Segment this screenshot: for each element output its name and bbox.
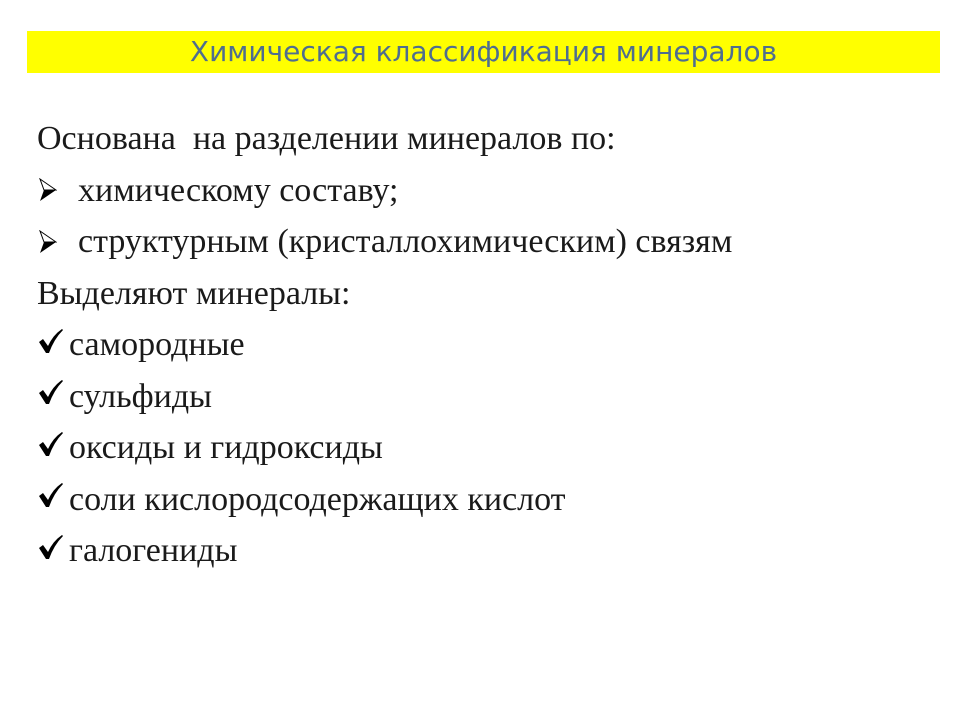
check-item-label: соли кислородсодержащих кислот — [69, 480, 566, 518]
checkmark-icon — [37, 481, 64, 509]
check-list-item — [37, 319, 937, 371]
slide-title: Химическая классификация минералов — [189, 35, 778, 68]
arrow-list-item — [37, 216, 937, 268]
title-bar — [27, 31, 940, 73]
check-item-label: самородные — [69, 326, 245, 363]
check-list-item — [37, 371, 937, 423]
checkmark-icon — [37, 378, 64, 406]
check-item-label: оксиды и гидроксиды — [69, 429, 383, 466]
checkmark-icon — [37, 533, 64, 561]
intro-text: Основана на разделении минералов по: — [37, 120, 616, 157]
subheading-text: Выделяют минералы: — [37, 274, 351, 312]
check-list-item — [37, 422, 937, 474]
intro-line — [37, 113, 937, 165]
slide-body — [37, 113, 937, 577]
check-list-item — [37, 525, 937, 577]
arrow-bullet-icon — [39, 178, 57, 202]
subheading-line — [37, 268, 937, 320]
check-list-item — [37, 474, 937, 526]
arrow-item-label: химическому составу; — [78, 171, 399, 209]
check-item-label: галогениды — [69, 532, 238, 569]
arrow-item-label: структурным (кристаллохимическим) связям — [78, 223, 733, 260]
checkmark-icon — [37, 430, 64, 458]
checkmark-icon — [37, 327, 64, 355]
arrow-list-item — [37, 165, 937, 217]
check-item-label: сульфиды — [69, 377, 212, 415]
arrow-bullet-icon — [39, 230, 57, 254]
